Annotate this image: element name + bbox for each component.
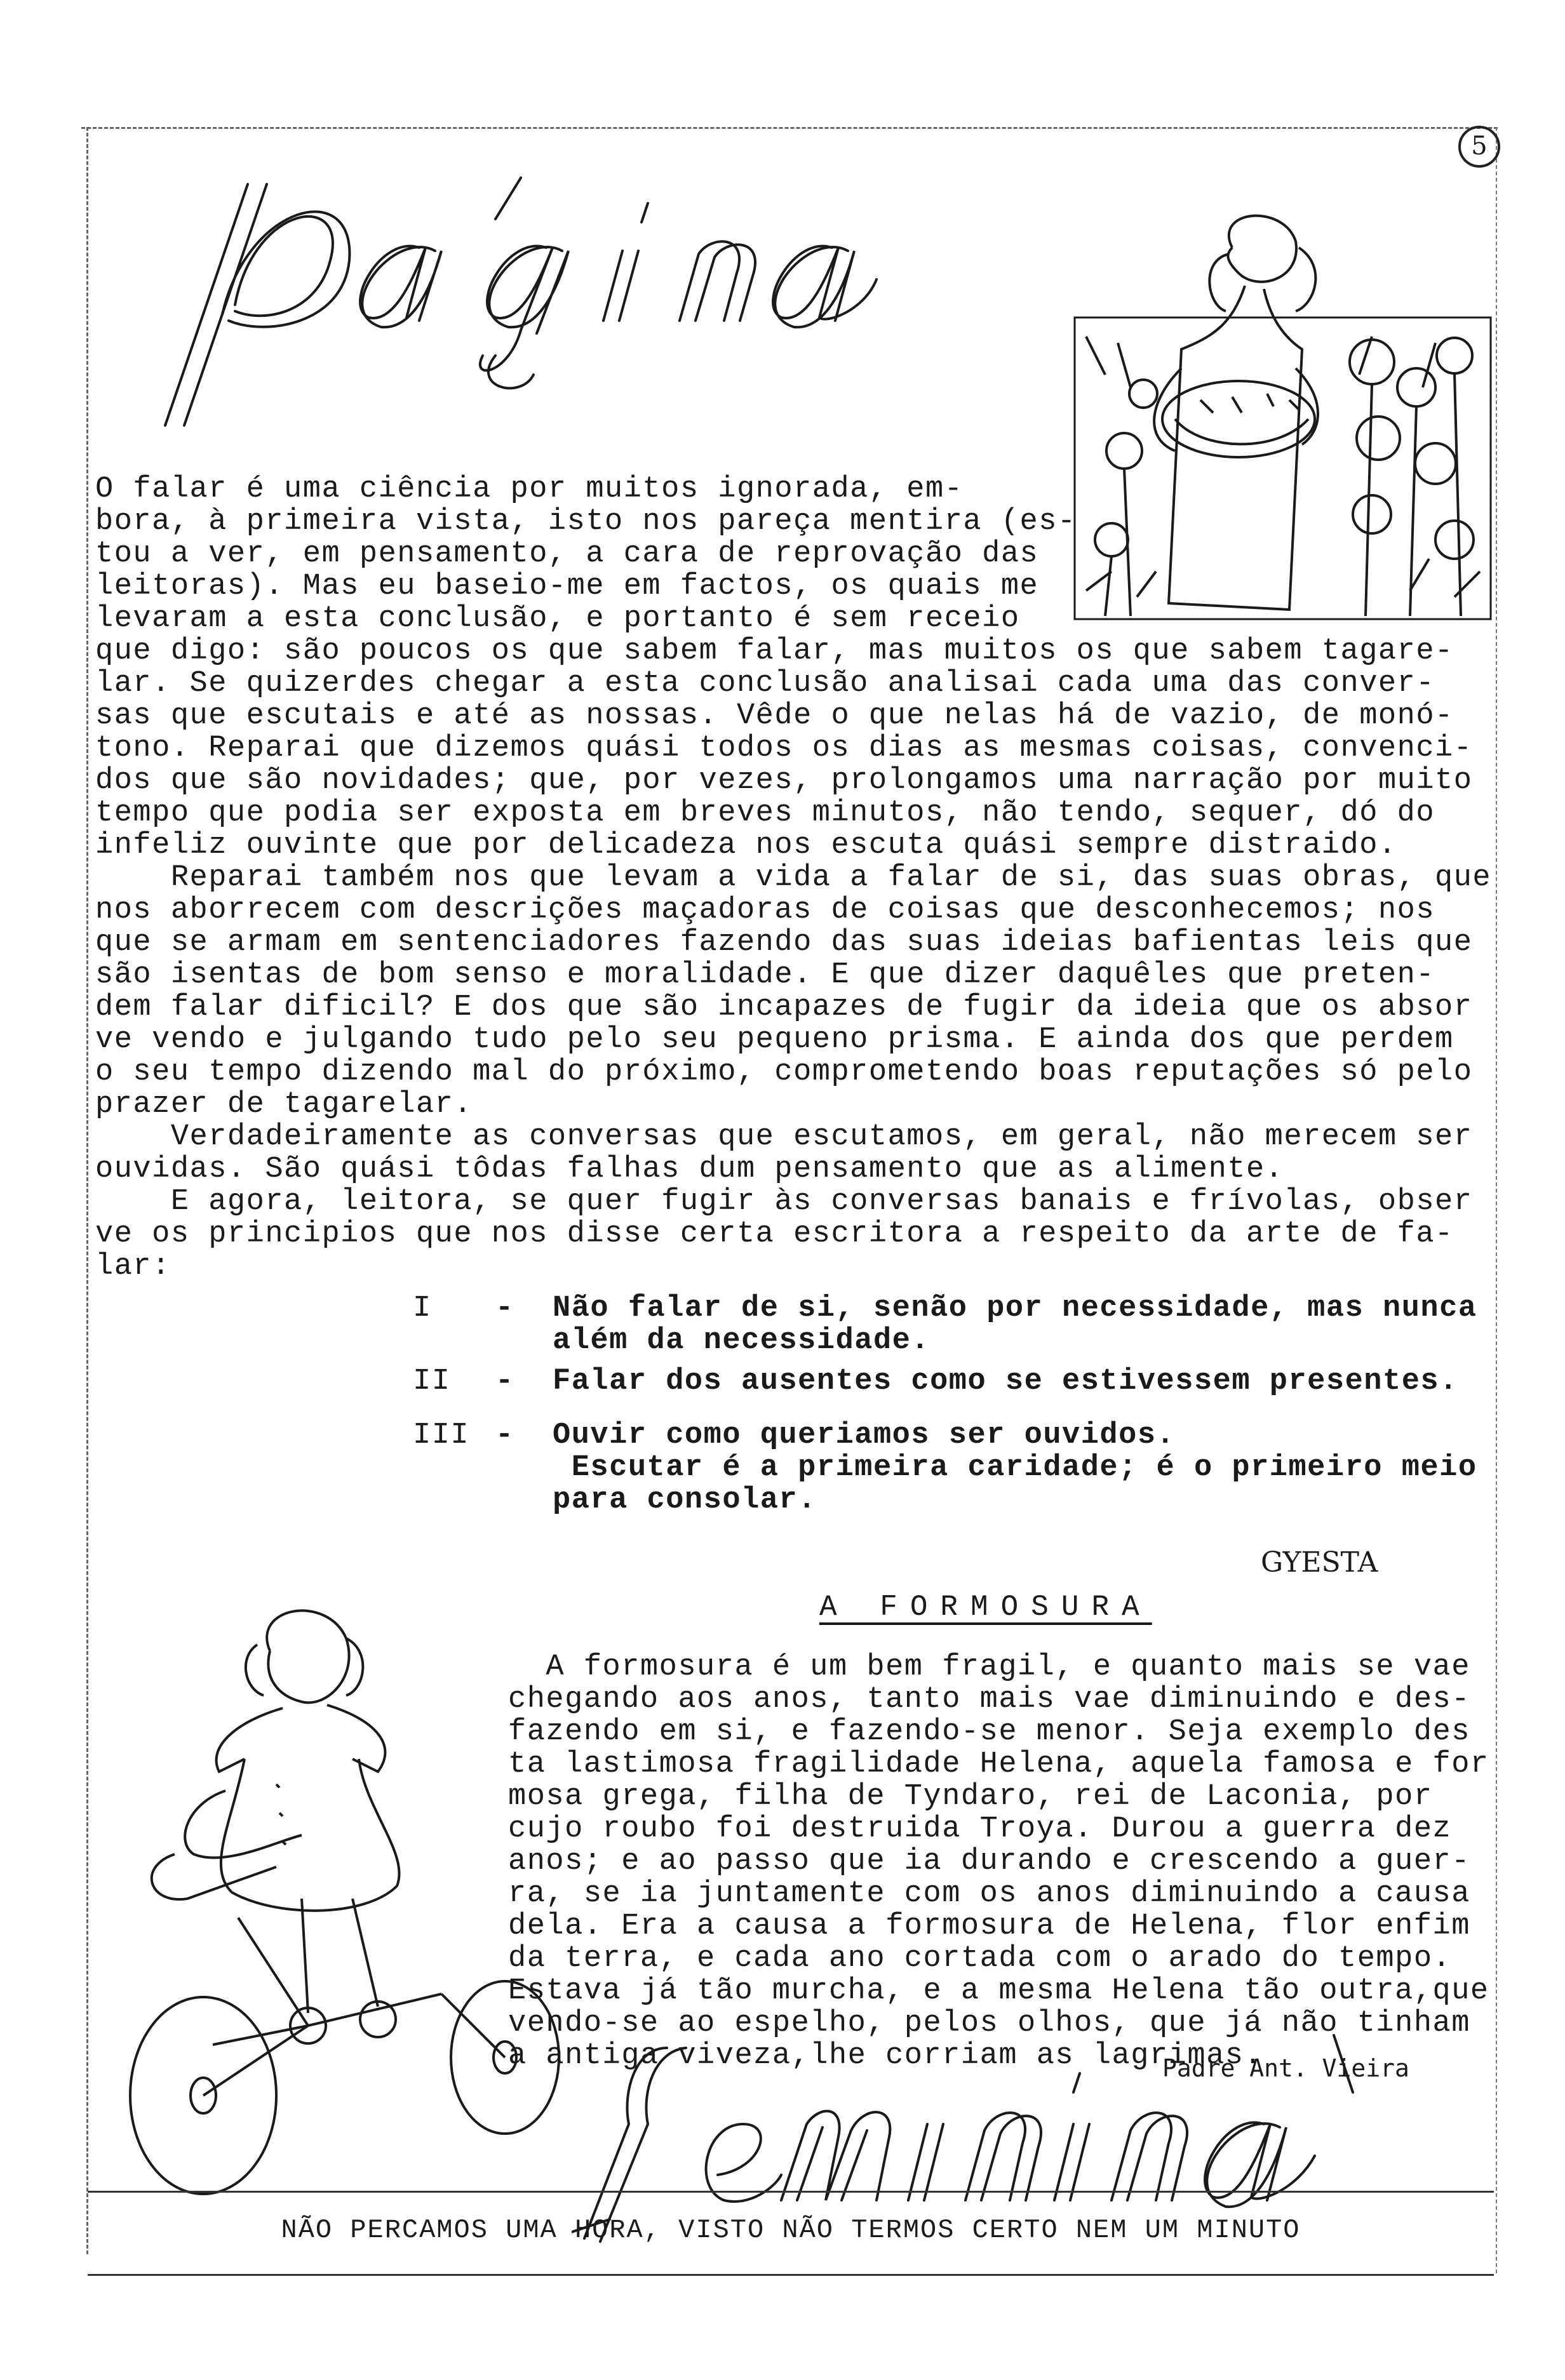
article2-author: Padre Ant. Vieira <box>1162 2054 1409 2082</box>
principle-dash: - <box>495 1419 514 1452</box>
page-frame-left <box>86 127 88 2254</box>
footer-motto: NÃO PERCAMOS UMA HORA, VISTO NÃO TERMOS CERTO NEM UM MINUTO <box>281 2215 1301 2245</box>
page-frame-right <box>1496 127 1497 2273</box>
article2-title: A FORMOSURA <box>819 1591 1152 1624</box>
page-number: 5 <box>1458 126 1500 168</box>
principle-text: Não falar de si, senão por necessidade, mas nunca além da necessidade. <box>553 1292 1477 1358</box>
principle-dash: - <box>495 1292 514 1325</box>
header-script-lettering <box>140 165 902 432</box>
article1-body: que digo: são poucos os que sabem falar, mas muitos os que sabem tagare- lar. Se quizerdes chegar a esta conclusão analisai cada uma das conver- sas que escutais e até as nossas. Vêde o que nelas há de vazio, de monó- tono. Reparai que dizemos quási todos os dias as mesmas coisas, convenci- dos que são novidades; que, por vezes, prolongamos uma narração por muito tempo que podia ser exposta em breves minutos, não tendo, sequer, dó do infeliz ouvinte que por delicadeza nos escuta quási sempre distraido. Reparai também nos que levam a vida a falar de si, das suas obras, que nos aborrecem com descrições maçadoras de coisas que desconhecemos; nos que se armam em sentenciadores fazendo das suas ideias bafientas leis que são isentas de bom senso e moralidade. E que dizer daquêles que preten- dem falar dificil? E dos que são incapazes de fugir da ideia que os absor ve vendo e julgando tudo pelo seu pequeno prisma. E ainda dos que perdem o seu tempo dizendo mal do próximo, comprometendo boas reputações só pelo prazer de tagarelar. Verdadeiramente as conversas que escutamos, em geral, não merecem ser ouvidas. São quási tôdas falhas dum pensamento que as alimente. E agora, leitora, se quer fugir às conversas banais e frívolas, obser ve os principios que nos disse certa escritora a respeito da arte de fa- lar: <box>95 634 1492 1283</box>
principle-dash: - <box>495 1365 514 1398</box>
principle-numeral: II <box>413 1365 451 1398</box>
woman-flowers-drawing <box>1073 210 1494 622</box>
principle-text: Ouvir como queriamos ser ouvidos. Escutar é a primeira caridade; é o primeiro meio para consolar. <box>553 1419 1477 1517</box>
principle-numeral: I <box>413 1292 432 1325</box>
page-frame-top <box>81 127 1498 129</box>
header-script-title <box>140 165 902 432</box>
principle-numeral: III <box>413 1419 470 1452</box>
woman-with-flowers-illustration <box>1073 210 1494 622</box>
article2-body: A formosura é um bem fragil, e quanto mais se vae chegando aos anos, tanto mais vae diminuindo e des- fazendo em si, e fazendo-se menor. Seja exemplo des ta lastimosa fragilidade Helena, aquela famosa e for mosa grega, filha de Tyndaro, rei de Laconia, por cujo roubo foi destruida Troya. Durou a guerra dez anos; e ao passo que ia durando e crescendo a guer- ra, se ia juntamente com os anos diminuindo a causa dela. Era a causa a formosura de Helena, flor enfim da terra, e cada ano cortada com o arado do tempo. Estava já tão murcha, e a mesma Helena tão outra,que vendo-se ao espelho, pelos olhos, que já não tinham a antiga viveza,lhe corriam as lagrimas. <box>508 1650 1489 2073</box>
principle-text: Falar dos ausentes como se estivessem presentes. <box>553 1365 1458 1398</box>
article1-author: GYESTA <box>1261 1546 1378 1579</box>
article1-intro-paragraph: O falar é uma ciência por muitos ignorada, em- bora, à primeira vista, isto nos pareça mentira (es- tou a ver, em pensamento, a cara de reprovação das leitoras). Mas eu baseio-me em factos, os quais me levaram a esta conclusão, e portanto é sem receio <box>95 472 1077 636</box>
